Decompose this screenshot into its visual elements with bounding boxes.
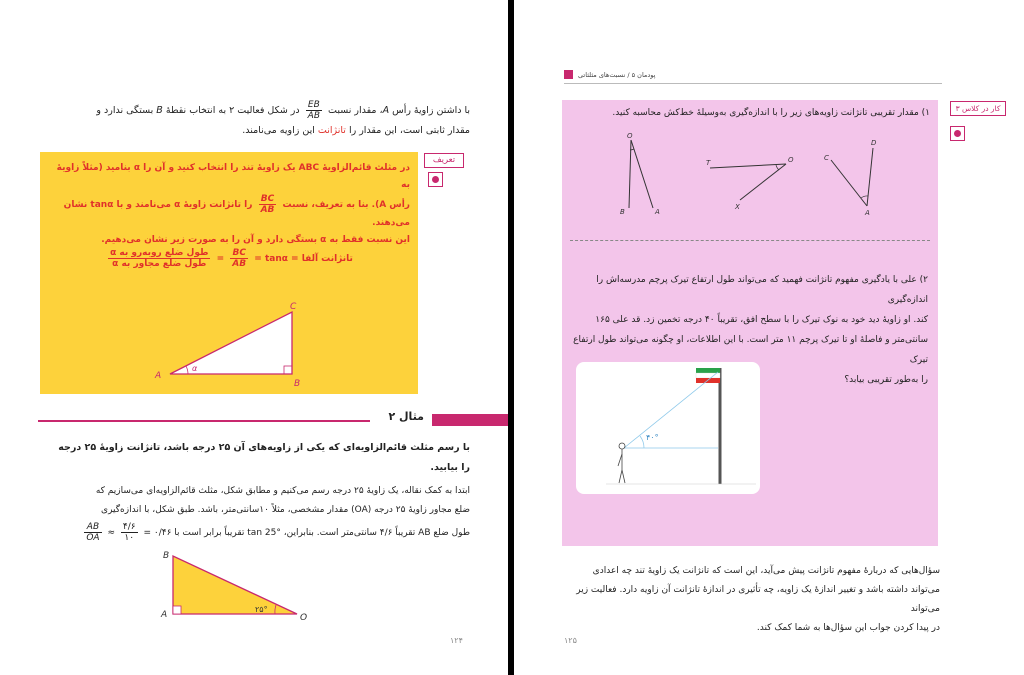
tangent-term: تانژانت	[317, 125, 346, 136]
fraction-numerator: طول ضلع روبه‌رو به α	[110, 248, 209, 258]
label-o: O	[627, 132, 633, 140]
ray-ox	[740, 164, 786, 200]
closing-line-1: سؤال‌هایی که دربارهٔ مفهوم تانژانت پیش می‌آید، این است که تانژانت یک زاویهٔ تند چه اعدادی	[592, 566, 940, 576]
angle-figure-1	[617, 130, 677, 216]
flagpole-illustration	[576, 362, 760, 494]
intro-text: با داشتن زاویهٔ رأس	[392, 105, 470, 116]
ray-ad	[867, 148, 873, 206]
label-a: A	[155, 371, 162, 381]
label-b: B	[620, 208, 625, 216]
intro-text: در شکل فعالیت ۲ به انتخاب نقطهٔ	[165, 105, 300, 116]
formula-lhs: تانژانت آلفا = tanα =	[254, 254, 353, 264]
formula-words-fraction	[108, 248, 210, 269]
label-a: A	[161, 610, 168, 620]
definition-text	[48, 160, 410, 249]
fraction-denominator: ۱۰	[124, 533, 135, 543]
intro-text: ، مقدار نسبت	[328, 105, 383, 116]
fraction-numerator: EB	[306, 100, 322, 111]
fraction-denominator: AB	[307, 111, 320, 121]
answer-line-2: ضلع مجاور زاویهٔ ۲۵ درجه (OA) مقدار مشخصی، مثلاً ۱۰سانتی‌متر، باشد. طبق شکل، با اندازه‌گیری	[101, 505, 470, 515]
question-2-line-3: سانتی‌متر و فاصلهٔ او تا تیرک پرچم ۱۱ متر است. با این اطلاعات، او چگونه می‌تواند طول ارتفاع تیرک	[573, 335, 928, 365]
flag-green	[696, 368, 720, 373]
label-t: T	[706, 159, 711, 167]
definition-fraction	[259, 194, 277, 215]
question-1: ۱) مقدار تقریبی تانژانت زاویه‌های زیر را با اندازه‌گیری به‌وسیلهٔ خط‌کش محاسبه کنید.	[612, 108, 930, 118]
label-o: O	[300, 613, 308, 622]
definition-line-1: در مثلث قائم‌الزاویهٔ ABC یک زاویهٔ تند را انتخاب کنید و آن را α بنامید (مثلاً زاویهٔ به	[56, 163, 410, 190]
example-question	[40, 438, 470, 478]
tan-formula	[40, 248, 418, 269]
intro-text: مقدار ثابتی است، این مقدار را	[348, 125, 470, 136]
flagpole-svg	[576, 362, 760, 494]
question-line-1: با رسم مثلث قائم‌الزاویه‌ای که یکی از زاویه‌های آن ۲۵ درجه باشد، تانژانت زاویهٔ ۲۵ درجه	[58, 442, 470, 453]
header-line	[564, 83, 942, 84]
angle-arc	[776, 165, 779, 170]
fraction-denominator: AB	[232, 259, 247, 269]
answer-text: طول ضلع AB تقریباً ۴/۶ سانتی‌متر است. بنابراین، °tan 25 تقریباً برابر است با ۰/۴۶ =	[143, 528, 470, 538]
triangle-abc	[170, 312, 292, 374]
left-page	[0, 0, 508, 675]
label-b: B	[163, 551, 170, 561]
fraction-denominator: OA	[86, 533, 100, 543]
answer-line-1: ابتدا به کمک نقاله، یک زاویهٔ ۲۵ درجه رسم می‌کنیم و مطابق شکل، مثلث قائم‌الزاویه‌ای می‌سازیم که	[95, 486, 470, 496]
question-2-line-1: ۲) علی با یادگیری مفهوم تانژانت فهمید که می‌تواند طول ارتفاع تیرک پرچم مدرسه‌اش را اندازه‌گیری	[596, 275, 928, 305]
intro-text: این زاویه می‌نامند.	[242, 125, 315, 136]
example-divider-line	[38, 420, 416, 422]
definition-icon	[428, 172, 443, 187]
definition-line-3: این نسبت فقط به α بستگی دارد و آن را به صورت زیر نشان می‌دهیم.	[101, 235, 410, 245]
definition-text-part: را تانژانت زاویهٔ α می‌نامند و با tanα نشان می‌دهند.	[63, 200, 410, 228]
intro-var-a: A	[382, 105, 390, 116]
header-marker	[564, 70, 573, 79]
label-a: A	[865, 209, 870, 217]
person-leg	[619, 470, 622, 483]
angle-figure-2	[702, 152, 800, 212]
approx-sign: ≈	[107, 528, 116, 538]
person-arm	[618, 454, 622, 466]
definition-box	[40, 152, 418, 394]
answer-fraction-1	[121, 522, 138, 543]
intro-line-2	[40, 121, 470, 140]
gear-icon	[954, 130, 961, 137]
definition-tab: تعریف	[424, 153, 464, 168]
example-answer	[40, 482, 470, 546]
angle-label: ۴۰°	[646, 433, 659, 442]
right-page	[514, 0, 1024, 675]
triangle-abc-figure	[150, 300, 310, 390]
fraction-numerator: ۴/۶	[122, 522, 136, 532]
label-c: C	[290, 302, 297, 312]
classwork-icon	[950, 126, 965, 141]
triangle-oab	[173, 556, 297, 614]
label-alpha: α	[192, 364, 198, 373]
question-2-line-4: را به‌طور تقریبی بیابد؟	[844, 375, 928, 385]
angle-figure-3	[817, 136, 881, 218]
closing-paragraph	[562, 562, 940, 638]
definition-line-2	[48, 194, 410, 232]
right-angle-mark	[173, 606, 181, 614]
fraction-denominator: طول ضلع مجاور به α	[112, 259, 207, 269]
triangle-oab-figure	[155, 550, 315, 622]
intro-fraction	[306, 100, 322, 121]
formula-equals: =	[216, 254, 225, 264]
label-x: X	[735, 203, 740, 211]
person-head	[619, 443, 625, 449]
classwork-box	[562, 100, 938, 546]
fraction-numerator: AB	[84, 522, 101, 533]
label-c: C	[824, 154, 829, 162]
example-tab-bar	[432, 414, 508, 426]
label-angle: ۲۵°	[255, 605, 268, 614]
formula-fraction	[230, 248, 248, 269]
angle-arc	[640, 436, 644, 448]
intro-text: بستگی ندارد و	[96, 105, 154, 116]
answer-line-3	[40, 520, 470, 546]
page-number: ۱۲۵	[564, 636, 577, 645]
answer-dashed-line	[570, 240, 930, 241]
example-title: مثال ۲	[370, 410, 428, 423]
fraction-numerator: BC	[230, 248, 248, 259]
intro-paragraph	[40, 100, 470, 140]
person-leg	[622, 470, 625, 483]
closing-line-2: می‌تواند داشته باشد و تغییر اندازهٔ یک زاویه، چه تأثیری در اندازهٔ تانژانت آن زاویه دارد. فعالیت زیر می‌تواند	[576, 585, 940, 614]
ray-ac	[831, 160, 867, 206]
label-o: O	[788, 156, 794, 164]
question-2-line-2: کند. او زاویهٔ دید خود به نوک تیرک را با سطح افق، تقریباً ۴۰ درجه تخمین زد. قد علی ۱۶۵	[595, 315, 928, 325]
classwork-tab: کار در کلاس ۳	[950, 101, 1006, 116]
answer-fraction-2	[84, 522, 101, 543]
ray-ot	[710, 164, 786, 168]
label-b: B	[294, 379, 301, 389]
question-line-2: را بیابید.	[430, 462, 470, 473]
sight-line	[624, 372, 718, 448]
intro-var-b: B	[156, 105, 163, 116]
fraction-denominator: AB	[260, 205, 275, 215]
definition-text-part: رأس A). بنا به تعریف، نسبت	[282, 200, 410, 210]
page-number: ۱۲۴	[450, 636, 463, 645]
closing-line-3: در پیدا کردن جواب این سؤال‌ها به شما کمک کند.	[756, 623, 940, 633]
intro-line-1	[40, 100, 470, 121]
label-d: D	[871, 139, 877, 147]
circle-icon	[432, 176, 439, 183]
label-a: A	[655, 208, 660, 216]
header-text: پودمان ۵ / نسبت‌های مثلثاتی	[578, 71, 656, 79]
angle-arc	[861, 196, 868, 198]
fraction-numerator: BC	[259, 194, 277, 205]
ray-oa	[631, 140, 653, 208]
